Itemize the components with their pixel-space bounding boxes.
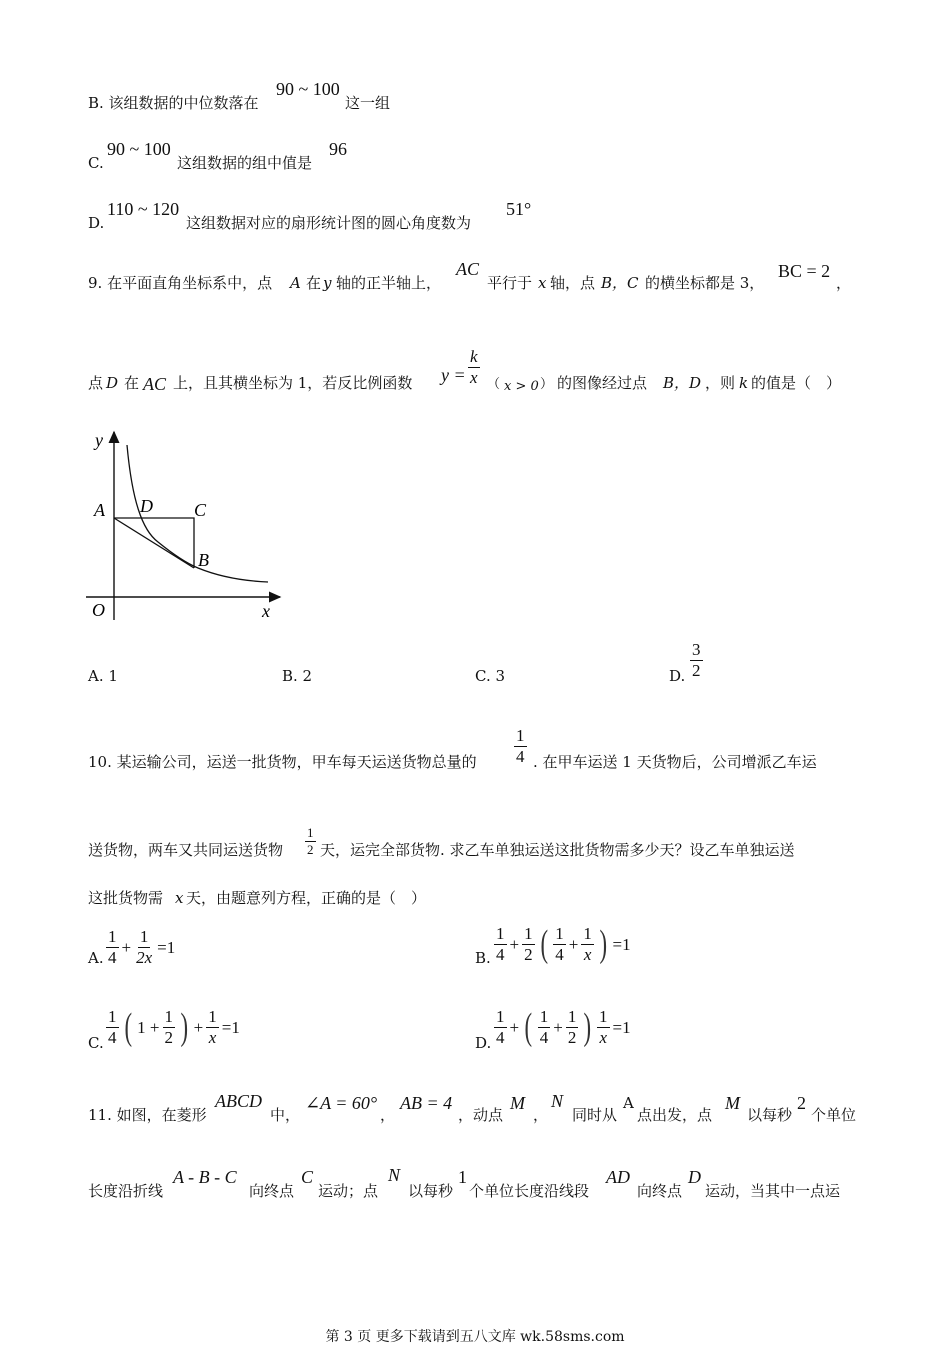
q9-option-d-num: 3 [692, 640, 701, 659]
q11-text-8: 长度沿折线 [88, 1182, 164, 1200]
q9-option-d-den: 2 [692, 660, 701, 680]
q11-text-4: 同时从 [572, 1106, 618, 1124]
q9-text-3: 轴的正半轴上， [336, 274, 442, 292]
q9-segment-ac: AC [456, 259, 480, 279]
num: 1 [599, 1007, 608, 1026]
q9-option-a[interactable]: A. 1 [88, 667, 118, 685]
q10-option-b-label: B. [475, 949, 491, 967]
q11-path-abc: A - B - C [173, 1167, 237, 1187]
den: 4 [539, 1027, 549, 1047]
q11-text-3: ，动点 [458, 1106, 504, 1124]
den: 2 [524, 944, 533, 964]
q9-func-lhs: y = [441, 365, 466, 385]
plus: + [509, 934, 520, 954]
q9-var-x: x [538, 274, 547, 292]
q11-text-9: 向终点 [249, 1182, 295, 1200]
q11-text-1: 11. 如图，在菱形 [88, 1106, 207, 1124]
den: 4 [496, 944, 505, 964]
q10-option-d-label: D. [475, 1034, 492, 1052]
q9-text-6: 的横坐标都是 3， [645, 274, 765, 292]
q11-text-2: 中， [270, 1106, 301, 1124]
den: 2 [164, 1027, 173, 1047]
den: 4 [496, 1027, 505, 1047]
equals-one: =1 [612, 1017, 631, 1037]
q9-option-b[interactable]: B. 2 [282, 667, 313, 685]
equals-one: =1 [221, 1017, 240, 1037]
q10-text-4: 天，运完全部货物. 求乙车单独运送这批货物需多少天？设乙车单独运送 [320, 841, 795, 859]
q11-text-6: 以每秒 [747, 1106, 793, 1124]
q10-option-c-label: C. [88, 1034, 104, 1052]
num: 1 [164, 1007, 173, 1026]
q9-comma: ， [836, 274, 852, 292]
label-b: B [198, 550, 209, 570]
den: 2x [136, 947, 153, 967]
q10-text-6: 天，由题意列方程，正确的是（ ） [186, 889, 427, 907]
q9-text-8: 在 [124, 374, 140, 392]
q8-b-label: B. 该组数据的中位数落在 [88, 94, 259, 112]
q9-var-k: k [739, 374, 749, 392]
num: 1 [208, 1007, 217, 1026]
q11-point-d: D [688, 1167, 701, 1187]
paren-right: ) [180, 1006, 189, 1049]
q10-half-num: 1 [307, 825, 314, 840]
num: 1 [524, 924, 533, 943]
q11-point-m-2: M [725, 1093, 740, 1113]
q8-d-mid: 这组数据对应的扇形统计图的圆心角度数为 [186, 214, 472, 232]
q9-text-4: 平行于 [487, 274, 533, 292]
q8-b-tail: 这一组 [345, 94, 391, 112]
q9-segment-ac-2: AC [143, 374, 167, 394]
q9-cond-open: （ [487, 377, 501, 392]
paren-right: ) [599, 923, 607, 966]
q9-coordinate-figure [80, 420, 290, 630]
q9-cond-close: ） [540, 377, 554, 392]
plus: + [121, 937, 132, 957]
num: 1 [108, 927, 117, 946]
q9-condition: x > 0 [504, 379, 539, 394]
q11-point-n-2: N [388, 1165, 401, 1185]
label-d: D [140, 496, 153, 516]
label-y: y [95, 430, 103, 450]
plus: + [509, 1017, 520, 1037]
q9-text-1: 9. 在平面直角坐标系中，点 [88, 274, 273, 292]
q10-option-a-label: A. [88, 949, 104, 967]
q9-text-5: 轴，点 [550, 274, 596, 292]
q10-frac-num: 1 [516, 726, 525, 745]
q9-points-bd: B，D [663, 374, 702, 392]
q11-text-12: 个单位长度沿线段 [469, 1182, 590, 1200]
q9-text-11: ，则 [705, 374, 736, 392]
q9-func-fraction [468, 348, 480, 387]
plus: + [193, 1017, 204, 1037]
q10-text-2: . 在甲车运送 1 天货物后，公司增派乙车运 [533, 753, 817, 771]
q9-option-d-label: D. [669, 667, 686, 685]
q9-var-y: y [323, 274, 332, 292]
segment-ab [114, 518, 194, 568]
q8-c-mid: 这组数据的组中值是 [177, 154, 313, 172]
q11-point-a: A [623, 1094, 634, 1112]
den: x [583, 944, 592, 964]
q10-half-den: 2 [307, 841, 314, 857]
q11-speed-m: 2 [797, 1093, 806, 1113]
q8-b-range: 90 ~ 100 [276, 79, 340, 99]
q11-rhombus-name: ABCD [215, 1091, 262, 1111]
q9-func-den: x [470, 367, 478, 387]
den: x [599, 1027, 608, 1047]
page-footer: 第 3 页 更多下载请到五八文库 wk.58sms.com [325, 1329, 625, 1345]
q11-point-c: C [301, 1167, 314, 1187]
plus: + [553, 1017, 563, 1037]
q9-text-2: 在 [306, 274, 322, 292]
q8-d-label: D. [88, 214, 105, 232]
q10-text-5: 这批货物需 [88, 889, 164, 907]
q9-option-c[interactable]: C. 3 [475, 667, 506, 685]
q11-text-11: 以每秒 [408, 1182, 454, 1200]
q11-segment-ad: AD [606, 1167, 630, 1187]
den: 4 [555, 944, 564, 964]
q8-d-value: 51° [506, 199, 532, 219]
q8-d-range: 110 ~ 120 [107, 199, 180, 219]
q10-text-1: 10. 某运输公司，运送一批货物，甲车每天运送货物总量的 [88, 753, 477, 771]
q11-angle: ∠A = 60° [305, 1093, 378, 1113]
q10-frac-den: 4 [516, 746, 525, 766]
q11-point-m: M [510, 1093, 525, 1113]
paren-left: ( [524, 1006, 533, 1049]
q11-text-13: 向终点 [637, 1182, 683, 1200]
one-plus: 1 + [137, 1017, 160, 1037]
den: x [208, 1027, 217, 1047]
q10-var-x: x [175, 889, 184, 907]
q11-text-14: 运动，当其中一点运 [705, 1182, 841, 1200]
den: 4 [108, 947, 117, 967]
label-x: x [262, 601, 270, 621]
q10-text-3: 送货物，两车又共同运送货物 [88, 841, 284, 859]
num: 1 [539, 1007, 549, 1026]
q8-c-range: 90 ~ 100 [107, 139, 171, 159]
num: 1 [583, 924, 592, 943]
equals-one: =1 [157, 937, 176, 957]
paren-left: ( [124, 1006, 132, 1049]
num: 1 [496, 1007, 505, 1026]
q11-comma-1: ， [380, 1106, 396, 1124]
paren-right: ) [583, 1006, 592, 1049]
paren-left: ( [540, 923, 548, 966]
equals-one: =1 [612, 934, 631, 954]
q9-text-9: 上，且其横坐标为 1，若反比例函数 [173, 374, 413, 392]
label-c: C [194, 500, 207, 520]
num: 1 [496, 924, 505, 943]
den: 2 [567, 1027, 577, 1047]
num: 1 [567, 1007, 577, 1026]
den: 4 [108, 1027, 117, 1047]
q11-speed-n: 1 [458, 1167, 467, 1187]
q9-func-num: k [470, 347, 478, 366]
label-o: O [92, 600, 105, 620]
num: 1 [139, 927, 149, 946]
q11-text-10: 运动；点 [318, 1182, 379, 1200]
q9-bc-equation: BC = 2 [778, 261, 831, 281]
q11-text-7: 个单位 [811, 1106, 857, 1124]
q9-point-d: D [106, 374, 119, 392]
q9-points-bc: B，C [601, 274, 639, 292]
num: 1 [555, 924, 564, 943]
q9-point-a: A [290, 274, 301, 292]
num: 1 [108, 1007, 117, 1026]
q9-text-12: 的值是（ ） [751, 374, 842, 392]
q11-text-5: 点出发，点 [637, 1106, 713, 1124]
plus: + [568, 934, 579, 954]
q8-c-label: C. [88, 154, 104, 172]
q9-text-7: 点 [88, 374, 104, 392]
q11-point-n: N [551, 1091, 564, 1111]
q9-text-10: 的图像经过点 [557, 374, 648, 392]
q11-comma-2: ， [533, 1106, 549, 1124]
q8-c-value: 96 [329, 139, 347, 159]
label-a: A [94, 500, 105, 520]
q11-ab-length: AB = 4 [400, 1093, 453, 1113]
